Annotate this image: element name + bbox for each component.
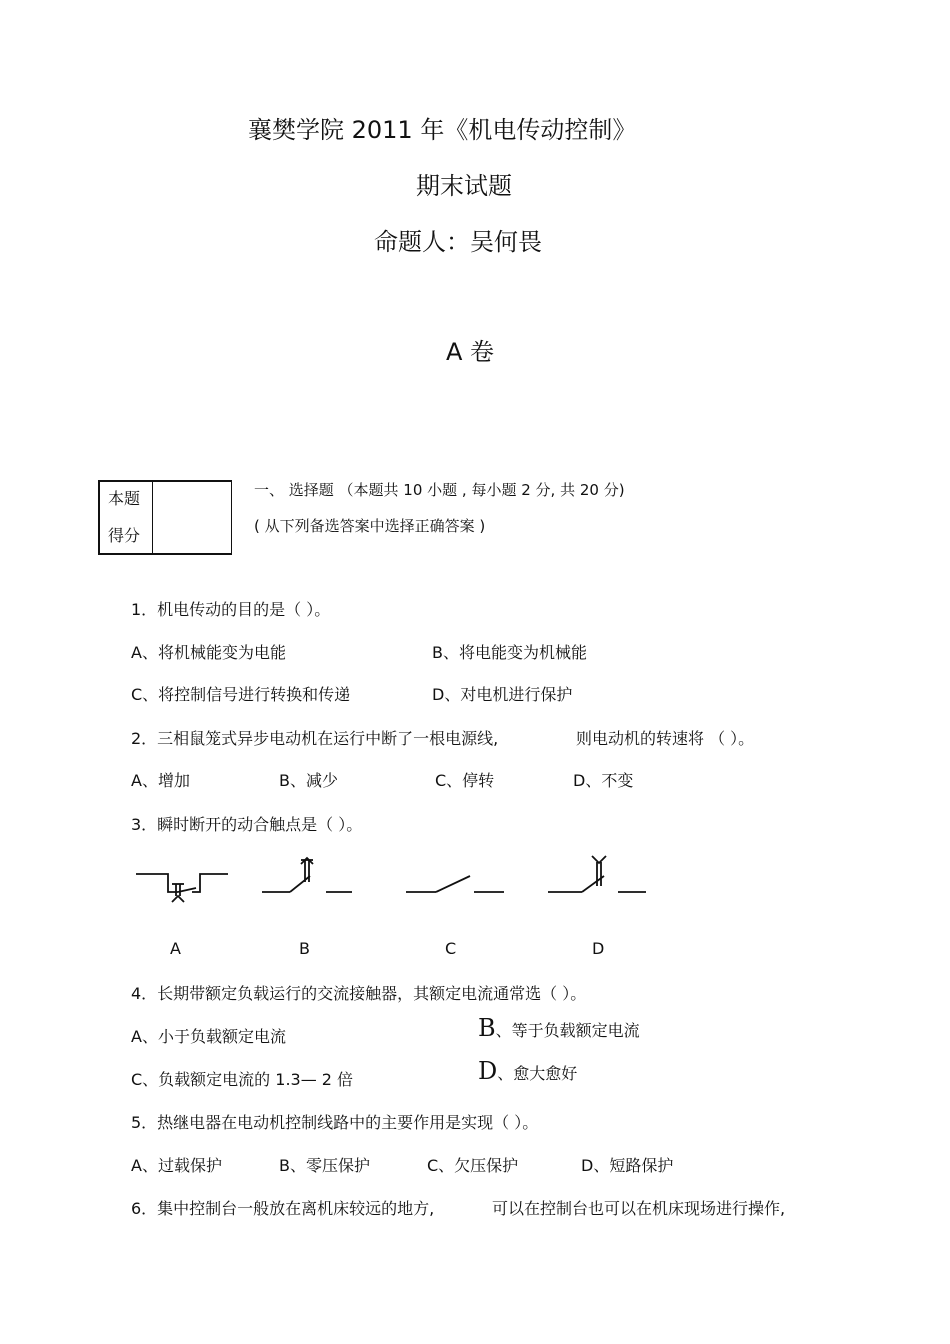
- question-5-option-c: C、欠压保护: [427, 1156, 519, 1175]
- question-4-stem: 4．长期带额定负载运行的交流接触器，其额定电流通常选（ ）。: [131, 984, 587, 1003]
- contact-symbol-c: [406, 876, 504, 892]
- question-4-option-b-letter: B: [478, 1014, 496, 1042]
- question-1-option-c: C、将控制信号进行转换和传递: [131, 685, 351, 704]
- symbol-label-d: D: [592, 939, 605, 958]
- paper-label: A 卷: [446, 338, 495, 366]
- question-4-option-a: A、小于负载额定电流: [131, 1027, 286, 1046]
- question-1-stem: 1．机电传动的目的是（ ）。: [131, 600, 331, 619]
- question-2-stem-part1: 2．三相鼠笼式异步电动机在运行中断了一根电源线,: [131, 729, 499, 748]
- score-box-label-line2: 得分: [108, 526, 141, 545]
- question-2-option-d: D、不变: [573, 771, 634, 790]
- contact-symbol-d: [548, 856, 646, 892]
- contact-symbol-b: [262, 858, 352, 892]
- question-5-option-d: D、短路保护: [581, 1156, 674, 1175]
- question-5-option-a: A、过载保护: [131, 1156, 222, 1175]
- question-2-option-b: B、减少: [279, 771, 338, 790]
- score-box-label-line1: 本题: [108, 489, 141, 508]
- question-4-option-d: [478, 1057, 577, 1085]
- question-4-option-c: C、负载额定电流的 1.3— 2 倍: [131, 1070, 354, 1089]
- section-instruction: ( 从下列备选答案中选择正确答案 ): [254, 517, 486, 535]
- question-4-option-d-letter: D: [478, 1057, 498, 1085]
- contact-symbol-a: [136, 874, 228, 902]
- question-5-stem: 5．热继电器在电动机控制线路中的主要作用是实现（ ）。: [131, 1113, 539, 1132]
- score-box-divider: [152, 482, 153, 553]
- question-1-option-a: A、将机械能变为电能: [131, 643, 286, 662]
- question-1-option-d: D、对电机进行保护: [432, 685, 573, 704]
- question-5-option-b: B、零压保护: [279, 1156, 370, 1175]
- exam-title: 襄樊学院 2011 年《机电传动控制》: [248, 116, 637, 144]
- question-6-stem-part1: 6．集中控制台一般放在离机床较远的地方,: [131, 1199, 435, 1218]
- question-2-option-a: A、增加: [131, 771, 190, 790]
- question-1-option-b: B、将电能变为机械能: [432, 643, 587, 662]
- question-2-option-c: C、停转: [435, 771, 495, 790]
- contact-symbols-figure: [0, 850, 700, 910]
- score-box: [98, 480, 232, 555]
- symbol-label-c: C: [445, 939, 457, 958]
- question-3-stem: 3．瞬时断开的动合触点是（ ）。: [131, 815, 363, 834]
- question-2-stem-part2: 则电动机的转速将 （ ）。: [576, 729, 755, 748]
- exam-author: 命题人：吴何畏: [374, 228, 542, 256]
- question-4-option-b: [478, 1014, 640, 1042]
- question-4-option-d-text: 、愈大愈好: [497, 1064, 578, 1083]
- question-6-stem-part2: 可以在控制台也可以在机床现场进行操作,: [492, 1199, 786, 1218]
- exam-subtitle: 期末试题: [416, 172, 512, 200]
- section-heading: 一、 选择题 （本题共 10 小题 , 每小题 2 分, 共 20 分): [254, 481, 625, 499]
- symbol-label-b: B: [299, 939, 310, 958]
- question-4-option-b-text: 、等于负载额定电流: [495, 1021, 640, 1040]
- symbol-label-a: A: [170, 939, 181, 958]
